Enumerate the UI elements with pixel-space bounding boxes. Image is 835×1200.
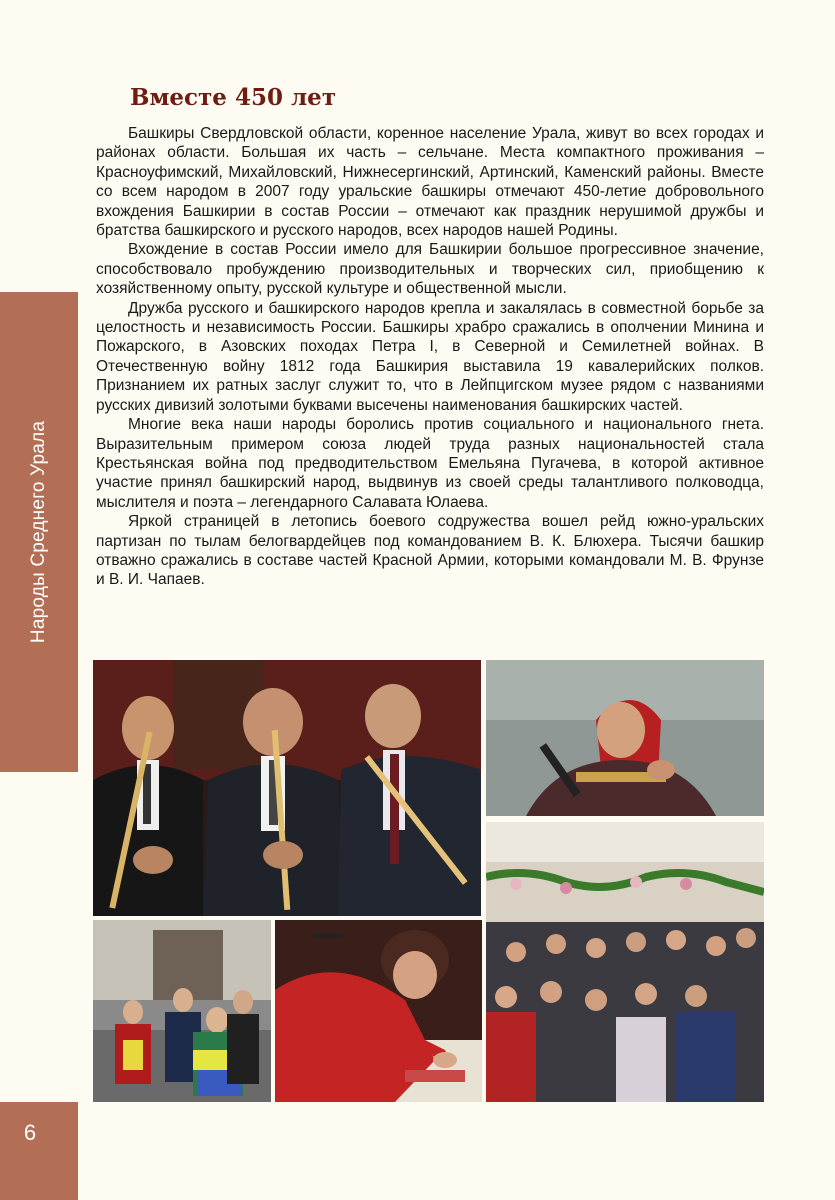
photo-veterans-group: [486, 822, 764, 1102]
section-side-tab: [0, 292, 78, 772]
photo-kurai-players: [93, 660, 481, 916]
photo-woman-writing: [275, 920, 482, 1102]
paragraph: Башкиры Свердловской области, коренное население Урала, живут во всех городах и районах области. Большая их часть – сельчане. Места компактного проживания – Красноуфимский, Михайловский, Нижнесергинский, Артинский, Каменский районы. Вместе со всем народом в 2007 году уральские башкиры отмечают 450-летие добровольного вхождения Башкирии в состав России – отмечают как праздник нерушимой дружбы и братства башкирского и русского народов, всех народов нашей Родины.: [96, 125, 764, 240]
photo-children: [93, 920, 271, 1102]
photo-singer: [486, 660, 764, 816]
paragraph: Дружба русского и башкирского народов крепла и закалялась в совместной борьбе за целостность и независимость России. Башкиры храбро сражались в ополчении Минина и Пожарского, в Азовских походах Петра I, в Северной и Семилетней войнах. В Отечественную войну 1812 года Башкирия выставила 19 кавалерийских полков. Признанием их ратных заслуг служит то, что в Лейпцигском музее рядом с названиями русских дивизий золотыми буквами высечены наименования башкирских частей.: [96, 299, 764, 414]
page-number: 6: [23, 1120, 37, 1145]
paragraph: Вхождение в состав России имело для Башкирии большое прогрессивное значение, способствовало пробуждению производительных и творческих сил, приобщению к хозяйственному опыту, русской культуре и общественной мысли.: [96, 241, 764, 298]
article-body: [96, 124, 764, 590]
section-title: Народы Среднего Урала: [28, 420, 49, 644]
paragraph: Многие века наши народы боролись против социального и национального гнета. Выразительным примером союза людей труда разных национальностей стала Крестьянская война под предводительством Емельяна Пугачева, в которой активное участие принял башкирский народ, выдвинув из своей среды талантливого полководца, мыслителя и поэта – легендарного Салавата Юлаева.: [96, 416, 764, 511]
page-number-box: [0, 1102, 78, 1200]
paragraph: Яркой страницей в летопись боевого содружества вошел рейд южно-уральских партизан по тылам белогвардейцев под командованием В. К. Блюхера. Тысячи башкир отважно сражались в составе частей Красной Армии, которыми командовали М. В. Фрунзе и В. И. Чапаев.: [96, 513, 764, 589]
article-title: Вместе 450 лет: [130, 84, 337, 111]
